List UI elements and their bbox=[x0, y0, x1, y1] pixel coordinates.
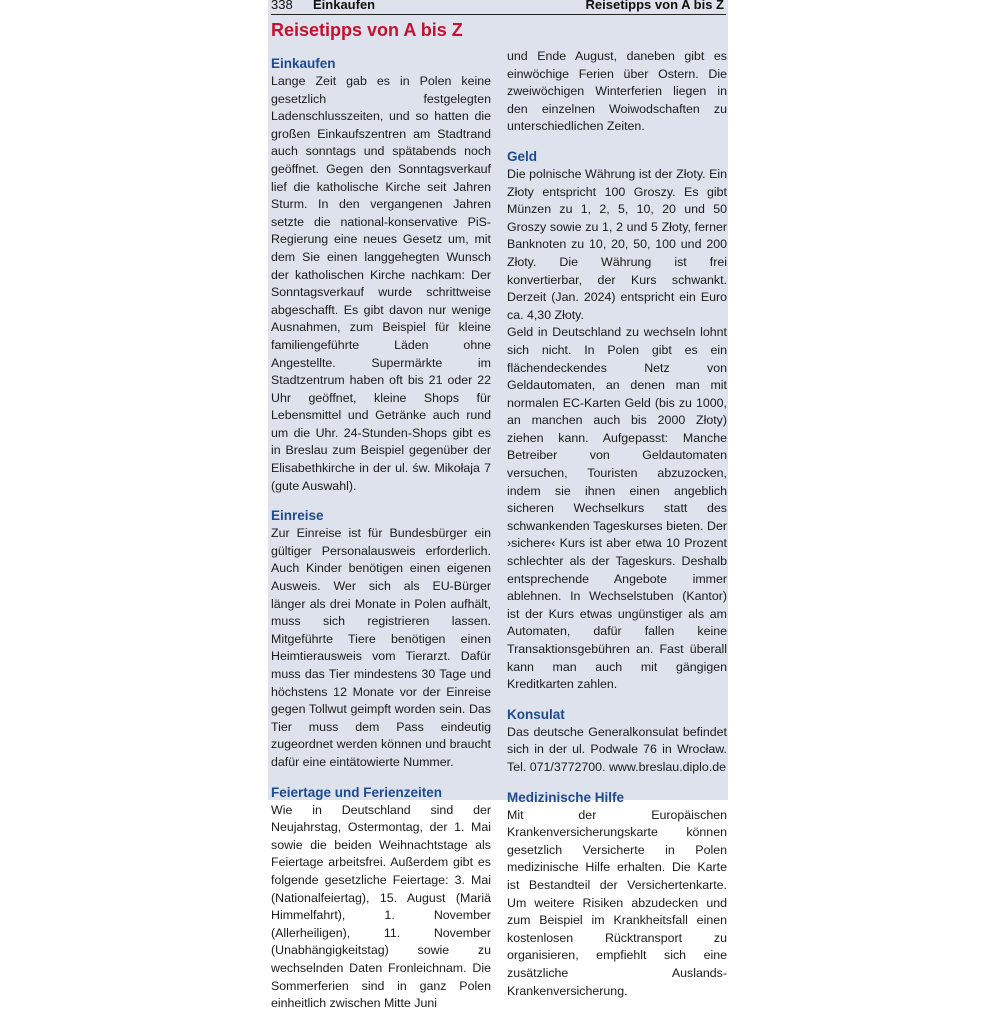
text-geld-2: Geld in Deutschland zu wechseln lohnt sich nicht. In Polen gibt es ein flächendeckendes Netz von Geldautomaten, an denen man mit normalen EC-Karten Geld (bis zu 1000, an manchen auch bis 2000 Złoty) ziehen kann. Aufgepasst: Manche Betreiber von Geldautomaten versuchen, Touristen abzuzocken, indem sie ihnen einen angeblich sicheren Wechselkurs statt des schwankenden Tageskurses bieten. Der ›sichere‹ Kurs ist aber etwa 10 Prozent schlechter als der Tageskurs. Deshalb entsprechende Angebote immer ablehnen. In Wechselstuben (Kantor) ist der Kurs etwas ungünstiger als am Automaten, dafür fallen keine Transaktionsgebühren an. Fast überall kann man auch mit gängigen Kreditkarten zahlen. bbox=[507, 325, 727, 692]
text-medizin: Mit der Europäischen Krankenversicherungskarte können gesetzlich Versicherte in Polen medizinische Hilfe erhalten. Die Karte ist Bestandteil der Versichertenkarte. Um weitere Risiken abzudecken und zum Beispiel im Krankheitsfall einen kostenlosen Rücktransport zu organisieren, empfiehlt sich eine zusätzliche Auslands-Krankenversicherung. bbox=[507, 807, 727, 998]
heading-konsulat: Konsulat bbox=[507, 706, 565, 722]
text-konsulat: Das deutsche Generalkonsulat befindet sich in der ul. Podwale 76 in Wrocław. Tel. 071/3772700. www.breslau.diplo.de bbox=[507, 724, 727, 774]
right-column bbox=[507, 48, 727, 1000]
text-einkaufen: Lange Zeit gab es in Polen keine gesetzlich festgelegten Ladenschlusszeiten, und so hatten die großen Einkaufszentren am Stadtrand auch sonntags und spätabends noch geöffnet. Gegen den Sonntagsverkauf lief die katholische Kirche seit Jahren Sturm. In den vergangenen Jahren setzte die national-konservative PiS-Regierung eine neues Gesetz um, mit dem Sie einen langgehegten Wunsch der katholischen Kirche nachkam: Der Sonntagsverkauf wurde schrittweise abgeschafft. Es gibt davon nur wenige Ausnahmen, zum Beispiel für kleine familiengeführte Läden ohne Angestellte. Supermärkte im Stadtzentrum haben oft bis 21 oder 22 Uhr geöffnet, kleine Shops für Lebensmittel und Getränke auch rund um die Uhr. 24-Stunden-Shops gibt es in Breslau zum Beispiel gegenüber der Elisabethkirche in der ul. św. Mikołaja 7 (gute Auswahl). bbox=[271, 74, 491, 493]
book-page bbox=[268, 0, 728, 1011]
heading-feiertage: Feiertage und Ferienzeiten bbox=[271, 784, 443, 800]
heading-einkaufen: Einkaufen bbox=[271, 56, 336, 71]
heading-einreise: Einreise bbox=[271, 508, 324, 524]
running-head-title: Reisetipps von A bis Z bbox=[585, 0, 724, 12]
page-title: Reisetipps von A bis Z bbox=[271, 20, 463, 40]
text-feiertage-continued: und Ende August, daneben gibt es einwöchige Ferien über Ostern. Die zweiwöchigen Winterferien liegen in den einzelnen Woiwodschaften zu unterschiedlichen Zeiten. bbox=[507, 49, 727, 134]
left-column bbox=[271, 55, 491, 1013]
heading-medizin: Medizinische Hilfe bbox=[507, 789, 625, 805]
text-feiertage: Wie in Deutschland sind der Neujahrstag, Ostermontag, der 1. Mai sowie die beiden Weihnachtstage als Feiertage arbeitsfrei. Außerdem gibt es folgende gesetzliche Feiertage: 3. Mai (Nationalfeiertag), 15. August (Mariä Himmelfahrt), 1. November (Allerheiligen), 11. November (Unabhängigkeitstag) sowie zu wechselnden Daten Fronleichnam. Die Sommerferien sind in ganz Polen einheitlich zwischen Mitte Juni bbox=[271, 802, 491, 1011]
text-einreise: Zur Einreise ist für Bundesbürger ein gültiger Personalausweis erforderlich. Auch Kinder benötigen einen eigenen Ausweis. Wer sich als EU-Bürger länger als drei Monate in Polen aufhält, muss sich registrieren lassen. Mitgeführte Tiere benötigen einen Heimtierausweis vom Tierarzt. Dafür muss das Tier mindestens 30 Tage und höchstens 12 Monate vor der Einreise gegen Tollwut geimpft worden sein. Das Tier muss dem Pass eindeutig zugeordnet werden können und braucht dafür eine eintätowierte Nummer. bbox=[271, 526, 491, 769]
running-head-section: Einkaufen bbox=[313, 0, 376, 12]
page-number: 338 bbox=[271, 0, 293, 12]
text-geld-1: Die polnische Währung ist der Złoty. Ein Złoty entspricht 100 Groszy. Es gibt Münzen zu 1, 2, 5, 10, 20 und 50 Groszy sowie zu 1, 2 und 5 Złoty, ferner Banknoten zu 10, 20, 50, 100 und 200 Złoty. Die Währung ist frei konvertierbar, der Kurs schwankt. Derzeit (Jan. 2024) entspricht ein Euro ca. 4,30 Złoty. bbox=[507, 166, 727, 322]
heading-geld: Geld bbox=[507, 148, 538, 164]
running-head bbox=[271, 0, 726, 15]
